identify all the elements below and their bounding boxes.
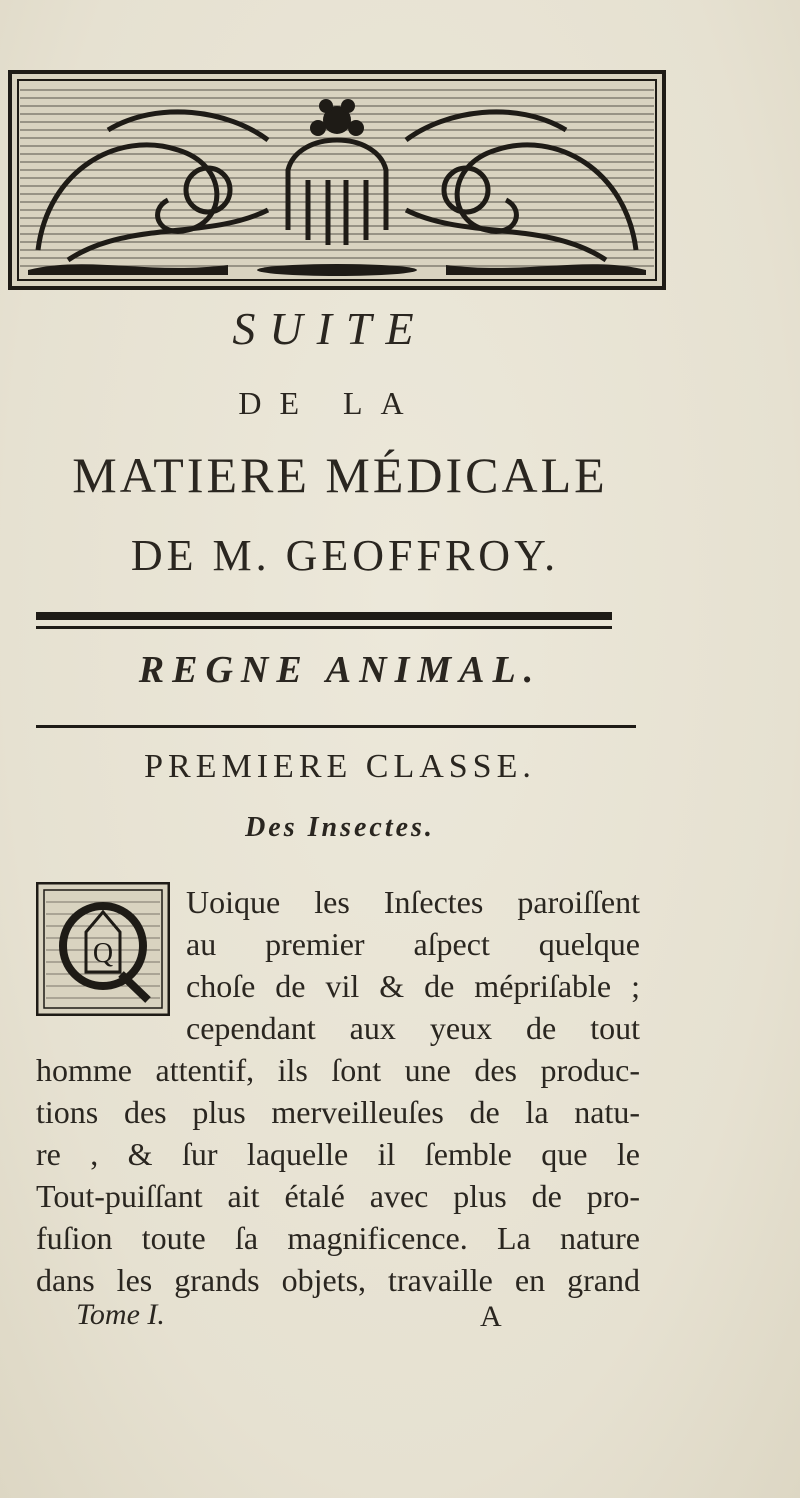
chapter-title: Des Insectes. xyxy=(245,812,435,843)
body-line-5: homme attentif, ils ſont une des produc- xyxy=(36,1052,640,1088)
title-author: DE M. GEOFFROY. xyxy=(130,531,560,580)
body-line-6: tions des plus merveilleuſes de la natu- xyxy=(36,1094,640,1130)
body-line-4: cependant aux yeux de tout xyxy=(186,1010,640,1046)
dropcap-letter: Q xyxy=(92,938,114,969)
headpiece-ornament xyxy=(8,70,666,290)
volume-label: Tome I. xyxy=(76,1298,165,1331)
double-rule xyxy=(36,612,612,636)
signature-mark: A xyxy=(480,1300,502,1333)
body-line-2: au premier aſpect quelque xyxy=(186,926,640,962)
body-line-8: Tout-puiſſant ait étalé avec plus de pro- xyxy=(36,1178,640,1214)
section-regne: REGNE ANIMAL. xyxy=(138,649,542,691)
section-classe: PREMIERE CLASSE. xyxy=(144,748,536,785)
body-line-1: Uoique les Inſectes paroiſſent xyxy=(186,884,640,920)
body-line-3: choſe de vil & de mépriſable ; xyxy=(186,968,640,1004)
title-matiere-medicale: MATIERE MÉDICALE xyxy=(72,447,608,503)
body-line-7: re , & ſur laquelle il ſemble que le xyxy=(36,1136,640,1172)
title-suite: SUITE xyxy=(232,303,428,354)
body-line-9: fuſion toute ſa magnificence. La nature xyxy=(36,1220,640,1256)
single-rule xyxy=(36,722,636,732)
body-line-10: dans les grands objets, travaille en grand xyxy=(36,1262,640,1298)
dropcap-ornament xyxy=(36,882,170,1016)
title-de-la: DE LA xyxy=(238,385,422,421)
